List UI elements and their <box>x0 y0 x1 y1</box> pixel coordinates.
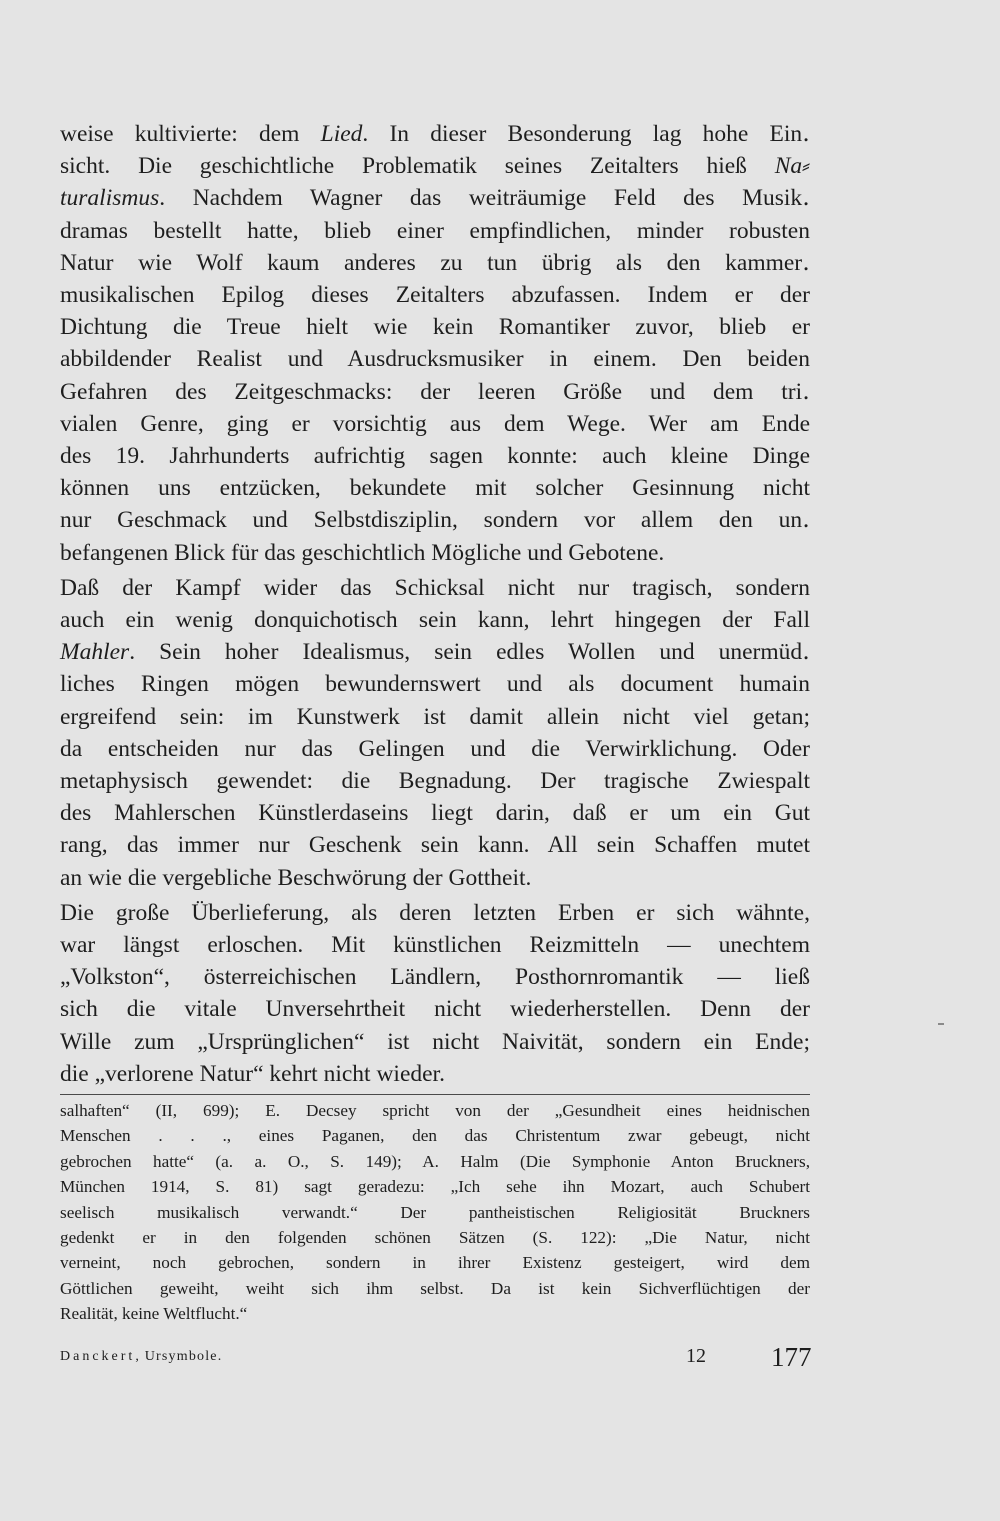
page-number: 177 <box>771 1342 812 1372</box>
text-line: war längst erloschen. Mit künstlichen Reizmitteln — unechtem <box>60 932 810 959</box>
text-line: des Mahlerschen Künstlerdaseins liegt darin, daß er um ein Gut <box>60 800 810 827</box>
italic-term-naturalismus-end: turalismus <box>60 185 160 212</box>
text-line: liches Ringen mögen bewundernswert und als document humain <box>60 671 810 698</box>
paper-speck <box>938 1023 944 1025</box>
footnote-line: seelisch musikalisch verwandt.“ Der pantheistischen Religiosität Bruckners <box>60 1202 810 1222</box>
text-line: „Volkston“, österreichischen Ländlern, Posthornromantik — ließ <box>60 964 810 991</box>
text-line: dramas bestellt hatte, blieb einer empfindlichen, minder robusten <box>60 217 810 244</box>
text-line: können uns entzücken, bekundete mit solcher Gesinnung nicht <box>60 475 810 502</box>
text-line: ergreifend sein: im Kunstwerk ist damit allein nicht viel getan; <box>60 703 810 730</box>
text-line: befangenen Blick für das geschichtlich Mögliche und Gebotene. <box>60 539 665 566</box>
paragraph-tradition <box>60 897 810 1090</box>
footnote-line: gedenkt er in den folgenden schönen Sätzen (S. 122): „Die Natur, nicht <box>60 1228 810 1248</box>
footnote-line: München 1914, S. 81) sagt geradezu: „Ich sehe ihn Mozart, auch Schubert <box>60 1177 810 1197</box>
text-line: Wille zum „Ursprünglichen“ ist nicht Naivität, sondern ein Ende; <box>60 1028 810 1055</box>
text-line: an wie die vergebliche Beschwörung der Gottheit. <box>60 864 532 891</box>
printer-signature <box>60 1349 222 1365</box>
text-line: Die große Überlieferung, als deren letzten Erben er sich wähnte, <box>60 899 810 926</box>
footnote-divider <box>60 1094 810 1095</box>
text-line: auch ein wenig donquichotisch sein kann, lehrt hingegen der Fall <box>60 607 810 634</box>
footnote-line: verneint, noch gebrochen, sondern in ihrer Existenz gesteigert, wird dem <box>60 1253 810 1273</box>
text-line: abbildender Realist und Ausdrucksmusiker in einem. Den beiden <box>60 346 810 373</box>
text-line: da entscheiden nur das Gelingen und die Verwirklichung. Oder <box>60 735 810 762</box>
text-line: des 19. Jahrhunderts aufrichtig sagen konnte: auch kleine Dinge <box>60 443 810 470</box>
text-line: metaphysisch gewendet: die Begnadung. Der tragische Zwiespalt <box>60 768 810 795</box>
footnote-line: salhaften“ (II, 699); E. Decsey spricht von der „Gesundheit eines heidnischen <box>60 1101 810 1120</box>
paragraph-wolf <box>60 118 810 569</box>
sheet-number: 12 <box>686 1345 706 1367</box>
italic-term-mahler: Mahler <box>60 639 130 666</box>
text-line: Daß der Kampf wider das Schicksal nicht nur tragisch, sondern <box>60 574 810 601</box>
footnote-line: Göttlichen geweiht, weiht sich ihm selbst. Da ist kein Sichverflüchtigen der <box>60 1278 810 1298</box>
text-line: sicht. Die geschichtliche Problematik seines Zeitalters hieß Na⸗ <box>60 153 810 180</box>
signature-title: , Ursymbole. <box>135 1349 223 1364</box>
text-line: Natur wie Wolf kaum anderes zu tun übrig als den kammer․ <box>60 249 810 276</box>
text-line: rang, das immer nur Geschenk sein kann. All sein Schaffen mutet <box>60 832 810 859</box>
italic-term-lied: Lied <box>320 121 363 147</box>
text-line: die „verlorene Natur“ kehrt nicht wieder. <box>60 1060 445 1087</box>
italic-term-naturalismus-start: Na⸗ <box>774 153 810 180</box>
text-line: sich die vitale Unversehrtheit nicht wiederherstellen. Denn der <box>60 996 810 1023</box>
text-line: Mahler. Sein hoher Idealismus, sein edles Wollen und unermüd․ <box>60 639 810 666</box>
signature-author: Danckert <box>60 1349 136 1364</box>
footnote <box>60 1098 810 1327</box>
text-line: turalismus. Nachdem Wagner das weiträumige Feld des Musik․ <box>60 185 810 212</box>
text-line: musikalischen Epilog dieses Zeitalters abzufassen. Indem er der <box>60 282 810 309</box>
paragraph-mahler <box>60 572 810 894</box>
text-line: weise kultivierte: dem Lied. In dieser Besonderung lag hohe Ein․ <box>60 121 810 147</box>
text-line: Dichtung die Treue hielt wie kein Romantiker zuvor, blieb er <box>60 314 810 341</box>
main-text <box>60 118 810 1090</box>
footnote-line: Realität, keine Weltflucht.“ <box>60 1304 248 1324</box>
text-line: nur Geschmack und Selbstdisziplin, sondern vor allem den un․ <box>60 507 810 534</box>
footnote-line: Menschen . . ., eines Paganen, den das Christentum zwar gebeugt, nicht <box>60 1126 810 1146</box>
text-line: vialen Genre, ging er vorsichtig aus dem Wege. Wer am Ende <box>60 410 810 437</box>
text-line: Gefahren des Zeitgeschmacks: der leeren Größe und dem tri․ <box>60 378 810 405</box>
footnote-line: gebrochen hatte“ (a. a. O., S. 149); A. Halm (Die Symphonie Anton Bruckners, <box>60 1151 810 1171</box>
